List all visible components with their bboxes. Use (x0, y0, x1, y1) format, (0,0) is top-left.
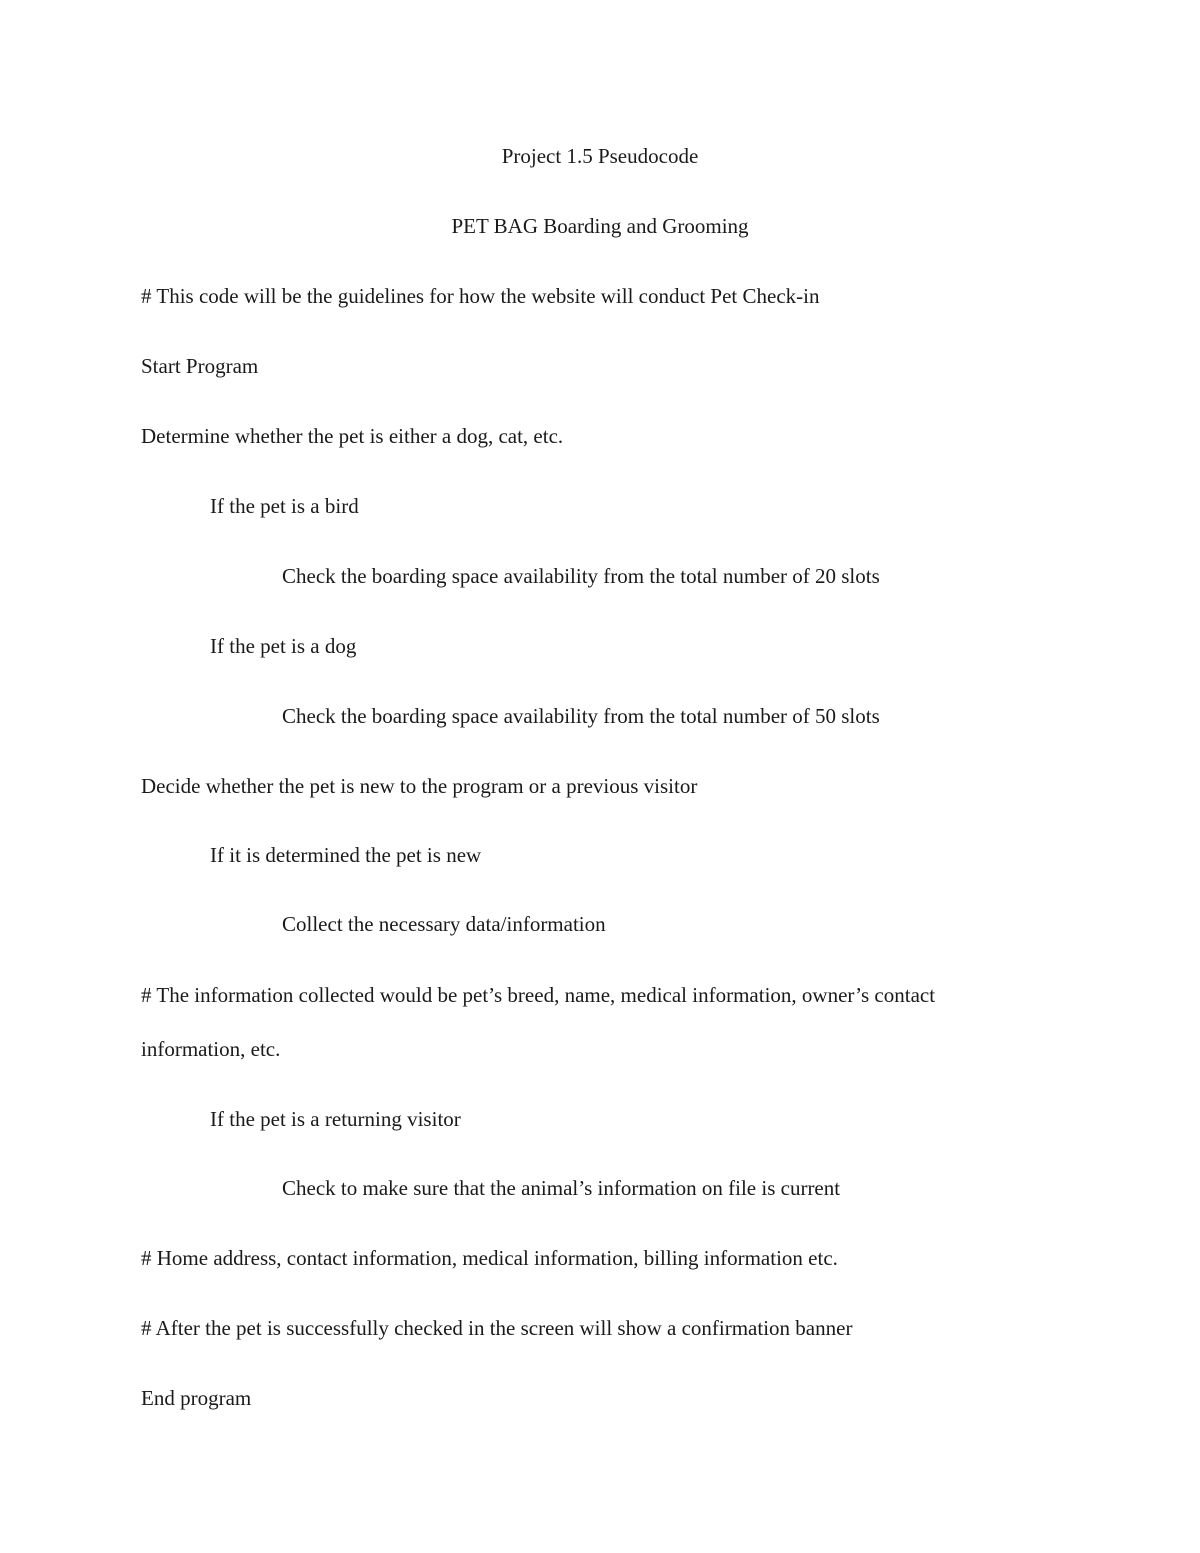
pseudocode-line: If the pet is a dog (210, 634, 357, 658)
comment-line: # After the pet is successfully checked in the screen will show a confirmation banner (141, 1316, 853, 1340)
pseudocode-line: Check to make sure that the animal’s information on file is current (282, 1176, 841, 1200)
pseudocode-line: Collect the necessary data/information (282, 912, 606, 936)
pseudocode-line: If the pet is a returning visitor (210, 1107, 461, 1131)
document-subtitle: PET BAG Boarding and Grooming (451, 214, 749, 238)
comment-line: # This code will be the guidelines for how the website will conduct Pet Check-in (141, 284, 820, 308)
pseudocode-line: End program (141, 1386, 252, 1410)
comment-line: # The information collected would be pet’s breed, name, medical information, owner’s contact (141, 983, 936, 1007)
comment-line-continuation: information, etc. (141, 1037, 281, 1061)
comment-line: # Home address, contact information, medical information, billing information etc. (141, 1246, 838, 1270)
pseudocode-line: Check the boarding space availability from the total number of 20 slots (282, 564, 880, 588)
pseudocode-line: Determine whether the pet is either a dog, cat, etc. (141, 424, 564, 448)
pseudocode-line: Check the boarding space availability from the total number of 50 slots (282, 704, 880, 728)
pseudocode-line: If the pet is a bird (210, 494, 359, 518)
pseudocode-line: Decide whether the pet is new to the program or a previous visitor (141, 774, 698, 798)
document-title: Project 1.5 Pseudocode (501, 144, 699, 168)
pseudocode-line: If it is determined the pet is new (210, 843, 482, 867)
pseudocode-line: Start Program (141, 354, 259, 378)
